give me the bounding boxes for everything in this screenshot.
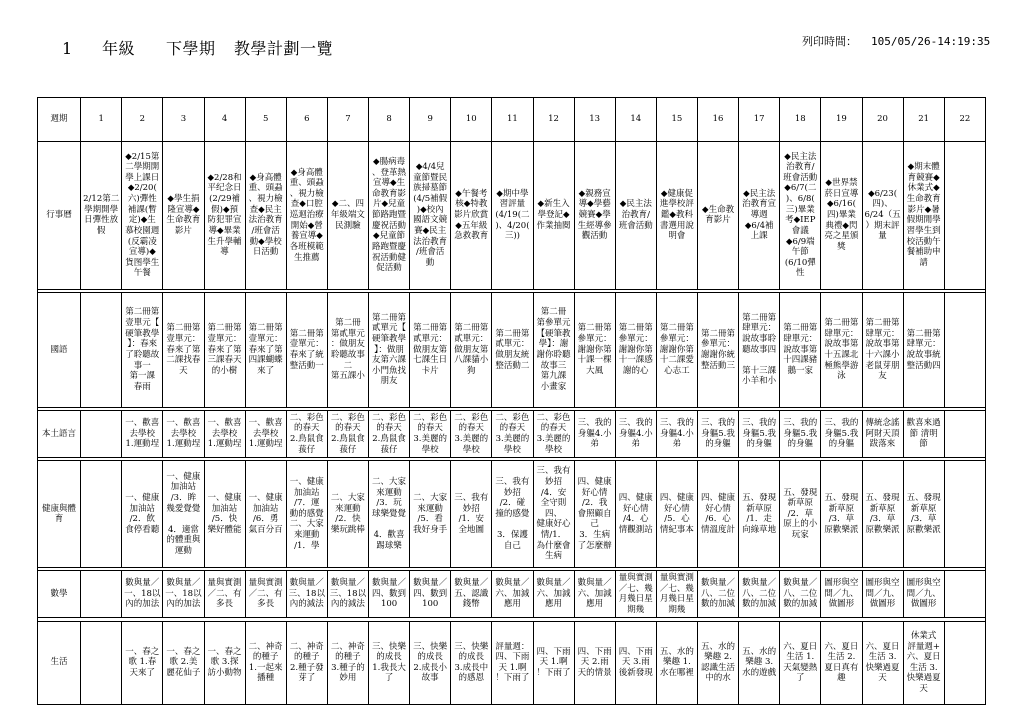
plan-cell: 第二冊第 壹單元： 春來了第 二課找春 天 — [163, 293, 204, 408]
plan-cell: 第二冊 第貳單元 ：做朋友 聆聽故事 二 第五課小 — [327, 293, 368, 408]
plan-cell: 四、健康 好心情 /4．心 情觀測站 — [615, 461, 656, 567]
plan-cell: ◆二、四 年級端文 民測驗 — [327, 141, 368, 289]
subject-row — [38, 410, 986, 457]
subject-row — [38, 141, 986, 289]
plan-cell — [944, 410, 985, 457]
plan-cell: 五、發現 新草原 /3．草 原歡樂派 — [862, 461, 903, 567]
plan-cell: 第二冊第 貳單元： 做朋友統 整活動二 — [492, 293, 533, 408]
subject-label: 國語 — [38, 293, 81, 408]
report-header — [0, 0, 1024, 90]
plan-cell: 二、大家 來運動 /3．玩 球樂覺覺 4．歡喜 踢球樂 — [369, 461, 410, 567]
week-number: 22 — [944, 98, 985, 142]
grade-number: 1 — [62, 39, 73, 58]
plan-cell: 三、快樂 的成長 2.成長小 故事 — [410, 621, 451, 704]
subject-label: 健康與體 育 — [38, 461, 81, 567]
plan-cell: 量與實測 ／二、有 多長 — [245, 570, 286, 617]
plan-cell: 一、健康 加油站 /3．眸 幾愛覺覺 4．適當 的體重與 運動 — [163, 461, 204, 567]
plan-cell: 第二冊第 參單元： 謝謝你第 十二課愛 心志工 — [656, 293, 697, 408]
plan-cell: 數與量／ 八、二位 數的加減 — [739, 570, 780, 617]
plan-cell: ◆新生入 學登記◆ 作業抽閱 — [533, 141, 574, 289]
plan-cell: 一、健康 加油站 /2．飲 食停看聽 — [122, 461, 163, 567]
plan-cell: 圖形與空 間／九、 做圖形 — [903, 570, 944, 617]
plan-cell: 第二冊第 肆單元： 說故事統 整活動四 — [903, 293, 944, 408]
print-time-value: 105/05/26-14:19:35 — [871, 35, 991, 48]
plan-cell: ◆生命教 育影片 — [698, 141, 739, 289]
plan-cell: 休業式 評量週+ 六、夏日 生活 3. 快樂過夏 天 — [903, 621, 944, 704]
plan-cell: 五、水的 樂趣 1. 水在哪裡 — [656, 621, 697, 704]
plan-cell: 四、健康 好心情 /5．心 情紀事本 — [656, 461, 697, 567]
plan-cell: 三、我的 身軀5.我 的身軀 — [780, 410, 821, 457]
plan-cell: 六、夏日 生活 2. 夏日真有 趣 — [821, 621, 862, 704]
plan-cell: 評量週： 四、下雨 天 1.啊 ！下雨了 — [492, 621, 533, 704]
plan-cell: 第二冊第 肆單元： 說故事第 十六課小 老鼠芽朋 友 — [862, 293, 903, 408]
plan-cell — [944, 621, 985, 704]
plan-cell: ◆健康促 進學校評 鑑◆教科 書選用說 明會 — [656, 141, 697, 289]
plan-cell: 四、健康 好心情 /6．心 情溫度計 — [698, 461, 739, 567]
plan-cell: 一、健康 加油站 /5．快 樂好體能 — [204, 461, 245, 567]
plan-cell: 二、彩色 的春天 2.鳥鼠食 菝仔 — [369, 410, 410, 457]
plan-cell: ◆2/28和 平纪念日 (2/29補 假)◆預 防犯罪宣 導◆畢業 生升學輔 導 — [204, 141, 245, 289]
plan-cell — [81, 293, 122, 408]
plan-cell: 二、神奇 的種子 1.一起來 播種 — [245, 621, 286, 704]
plan-cell: 數與量／ 三、18以 內的減法 — [327, 570, 368, 617]
week-number: 17 — [739, 98, 780, 142]
subject-row — [38, 621, 986, 704]
plan-cell — [81, 621, 122, 704]
plan-cell: 數與量／ 六、加減 應用 — [492, 570, 533, 617]
subject-label: 本土語言 — [38, 410, 81, 457]
plan-cell: 三、我的 身軀4.小 弟 — [615, 410, 656, 457]
plan-cell: 五、水的 樂趣 2. 認識生活 中的水 — [698, 621, 739, 704]
plan-cell: 第二冊第 肆單元： 說故事聆 聽故事四 第十三課 小羊和小 — [739, 293, 780, 408]
plan-cell: 傳統念謠 阿財天頂 跋落來 — [862, 410, 903, 457]
plan-cell: 數與量／ 五、認識 錢幣 — [451, 570, 492, 617]
print-time-label: 列印時間： — [802, 35, 857, 48]
plan-cell: 五、水的 樂趣 3. 水的遊戲 — [739, 621, 780, 704]
week-number: 3 — [163, 98, 204, 142]
plan-cell: 第二冊第 參單元： 謝謝你第 十課一棵 大風 — [574, 293, 615, 408]
plan-cell: 二、大家 來運動 /2．快 樂玩跳棒 — [327, 461, 368, 567]
plan-cell — [81, 461, 122, 567]
plan-cell: ◆身高體 重、頭蝨 、視力檢 查◆口腔 巡迴治療 開始◆營 養宣導◆ 各班模範 生推薦 — [286, 141, 327, 289]
plan-cell: 二、彩色 的春天 3.美麗的 學校 — [451, 410, 492, 457]
week-number: 21 — [903, 98, 944, 142]
plan-cell: ◆6/23( 四)、 6/24（五 ）期末評 量 — [862, 141, 903, 289]
plan-cell — [81, 410, 122, 457]
plan-cell: 三、我有 妙招 /2．碰 撞的感覺 3．保護 自己 — [492, 461, 533, 567]
plan-cell: ◆親務宣 導◆學藝 競賽◆學 生經導參 觀活動 — [574, 141, 615, 289]
plan-cell: 四、下雨 天 1.啊 ！下雨了 — [533, 621, 574, 704]
plan-cell: 數與量／ 四、數到 100 — [369, 570, 410, 617]
plan-cell: 第二冊第 肆單元： 說故事第 十四課豬 鵝一家 — [780, 293, 821, 408]
week-number: 6 — [286, 98, 327, 142]
week-header-row — [38, 98, 986, 142]
plan-cell: ◆民主法 治教育/ 班會活動 ◆6/7(二 )、6/8( 三)畢業 考◆IEP 會議 ◆6/9端 午節 (6/10彈 性 — [780, 141, 821, 289]
plan-cell: 一、歡喜 去學校 1.運動埕 — [245, 410, 286, 457]
plan-cell: 一、歡喜 去學校 1.運動埕 — [122, 410, 163, 457]
week-number: 15 — [656, 98, 697, 142]
plan-cell: 三、我的 身軀4.小 弟 — [656, 410, 697, 457]
plan-cell: 三、我的 身軀4.小 弟 — [574, 410, 615, 457]
plan-cell: 一、歡喜 去學校 1.運動埕 — [204, 410, 245, 457]
plan-cell: ◆民主法 治教育/ 班會活動 — [615, 141, 656, 289]
plan-cell: 2/12第二 學期開學 日彈性放 假 — [81, 141, 122, 289]
week-number: 16 — [698, 98, 739, 142]
plan-cell: 第二冊第 壹單元： 春來了第 三課春天 的小樹 — [204, 293, 245, 408]
plan-cell: 數與量／ 八、二位 數的加減 — [698, 570, 739, 617]
week-number: 12 — [533, 98, 574, 142]
week-number: 18 — [780, 98, 821, 142]
plan-cell: 二、大家 來運動 /5．看 我好身手 — [410, 461, 451, 567]
week-number: 11 — [492, 98, 533, 142]
plan-cell: 第二冊第 貳單元： 做朋友第 八課貓小 狗 — [451, 293, 492, 408]
plan-cell: 第二冊第 壹單元【 硬筆教學 】：春來 了聆聽故 事一 第一課 春雨 — [122, 293, 163, 408]
plan-cell: ◆午餐考 核◆特教 影片欣賞 ◆五年級 急救教育 — [451, 141, 492, 289]
plan-cell: 量與實測 ／七、幾 月幾日星 期幾 — [615, 570, 656, 617]
plan-cell: ◆4/4兒 童節暨民 族掃墓節 (4/5補假 )◆校內 國語文競 賽◆民主 法治教育 /班會活 動 — [410, 141, 451, 289]
plan-cell: 數與量／ 四、數到 100 — [410, 570, 451, 617]
plan-cell: 第二冊第 肆單元： 說故事第 十五課北 極熊學游 泳 — [821, 293, 862, 408]
print-timestamp — [802, 33, 990, 49]
week-number: 10 — [451, 98, 492, 142]
subject-row — [38, 570, 986, 617]
plan-cell: 一、健康 加油站 /6．勇 氣百分百 — [245, 461, 286, 567]
plan-cell: 四、健康 好心情 /2．我 會照顧自 己 3．生病 了怎麼辦 — [574, 461, 615, 567]
document-title: 教學計劃一覽 — [234, 39, 334, 58]
plan-cell: 五、發現 新草原 /3．草 原歡樂派 — [821, 461, 862, 567]
week-number: 8 — [369, 98, 410, 142]
plan-cell: 量與實測 ／二、有 多長 — [204, 570, 245, 617]
plan-cell: 歡喜來過 節 清明 節 — [903, 410, 944, 457]
subject-label: 數學 — [38, 570, 81, 617]
plan-cell: ◆學生捐 隆宣導◆ 生命教育 影片 — [163, 141, 204, 289]
week-number: 7 — [327, 98, 368, 142]
plan-cell: 一、歡喜 去學校 1.運動埕 — [163, 410, 204, 457]
subject-row — [38, 461, 986, 567]
plan-cell: 二、彩色 的春天 2.鳥鼠食 菝仔 — [286, 410, 327, 457]
plan-cell: 三、我的 身軀5.我 的身軀 — [739, 410, 780, 457]
plan-cell: 二、彩色 的春天 3.美麗的 學校 — [492, 410, 533, 457]
plan-cell: 二、神奇 的種子 3.種子的 妙用 — [327, 621, 368, 704]
teaching-plan-table — [37, 97, 986, 705]
plan-cell: 第二冊第 壹單元： 春來了第 四課蝴蝶 來了 — [245, 293, 286, 408]
plan-cell: 第二冊第 貳單元： 做朋友第 七課生日 卡片 — [410, 293, 451, 408]
plan-cell: 數與量／ 六、加減 應用 — [533, 570, 574, 617]
plan-cell: 五、發現 新草原 /3．草 原歡樂派 — [903, 461, 944, 567]
plan-cell: 二、彩色 的春天 3.美麗的 學校 — [533, 410, 574, 457]
plan-cell: 量與實測 ／七、幾 月幾日星 期幾 — [656, 570, 697, 617]
plan-cell: 二、彩色 的春天 3.美麗的 學校 — [410, 410, 451, 457]
plan-cell: 第二冊 第參單元 【硬筆教 學】：謝 謝你聆聽 故事三 第九課 小畫家 — [533, 293, 574, 408]
plan-cell: ◆民主法 治教育宣 導週 ◆6/4補 上課 — [739, 141, 780, 289]
plan-cell — [944, 461, 985, 567]
plan-cell: 圖形與空 間／九、 做圖形 — [862, 570, 903, 617]
plan-cell: 第二冊第 參單元： 謝謝你第 十一課感 謝的心 — [615, 293, 656, 408]
plan-cell: 六、夏日 生活 1. 天氣變熱 了 — [780, 621, 821, 704]
plan-cell: ◆2/15第 二學期開 學上課日 ◆2/20( 六)彈性 補課(暫 定)◆生 慕校園週 (反霸凌 宣導)◆ 貨图學生 午餐 — [122, 141, 163, 289]
plan-cell: 一、春之 歌 3.探 訪小動物 — [204, 621, 245, 704]
plan-cell: 數與量／ 三、18以 內的減法 — [286, 570, 327, 617]
plan-cell: 五、發現 新草原 /2．草 原上的小 玩家 — [780, 461, 821, 567]
plan-cell: 數與量／ 一、18以 內的加法 — [122, 570, 163, 617]
week-number: 2 — [122, 98, 163, 142]
grade-label: 年級 — [102, 39, 136, 58]
plan-cell: 二、彩色 的春天 2.鳥鼠食 菝仔 — [327, 410, 368, 457]
plan-cell — [944, 293, 985, 408]
plan-cell: 四、下雨 天 3.雨 後新發現 — [615, 621, 656, 704]
subject-row — [38, 293, 986, 408]
subject-label: 行事曆 — [38, 141, 81, 289]
plan-cell — [81, 570, 122, 617]
plan-cell: ◆期中學 習評量 (4/19(二 )、4/20( 三)) — [492, 141, 533, 289]
plan-cell: 第二冊第 貳單元【 硬筆教學 】：做朋 友第六課 小門魚找 朋友 — [369, 293, 410, 408]
week-number: 1 — [81, 98, 122, 142]
week-number: 14 — [615, 98, 656, 142]
plan-cell: 數與量／ 一、18以 內的加法 — [163, 570, 204, 617]
week-number: 20 — [862, 98, 903, 142]
plan-cell: 三、我的 身軀5.我 的身軀 — [821, 410, 862, 457]
week-number: 5 — [245, 98, 286, 142]
plan-cell: 五、發現 新草原 /1．走 向綠草地 — [739, 461, 780, 567]
plan-cell: 圖形與空 間／九、 做圖形 — [821, 570, 862, 617]
plan-cell: 第二冊第 參單元： 謝謝你統 整活動三 — [698, 293, 739, 408]
report-title — [62, 36, 333, 59]
plan-cell: 三、我有 妙招 /1．安 全地圖 — [451, 461, 492, 567]
plan-cell: 第二冊第 壹單元： 春來了統 整活動一 — [286, 293, 327, 408]
week-header-label: 週期 — [38, 98, 81, 142]
plan-cell: 三、我有 妙招 /4．安 全守則 四、 健康好心 情/1． 為什麼會 生病 — [533, 461, 574, 567]
plan-cell: 數與量／ 六、加減 應用 — [574, 570, 615, 617]
plan-cell: 三、快樂 的成長 3.成長中 的感恩 — [451, 621, 492, 704]
plan-cell: 數與量／ 八、二位 數的加減 — [780, 570, 821, 617]
plan-cell: 四、下雨 天 2.雨 天的情景 — [574, 621, 615, 704]
week-number: 19 — [821, 98, 862, 142]
plan-cell: 一、健康 加油站 /7．運 動的感覺 二、大家 來運動 /1．學 — [286, 461, 327, 567]
week-number: 4 — [204, 98, 245, 142]
plan-cell: 三、快樂 的成長 1.我長大 了 — [369, 621, 410, 704]
plan-cell — [944, 570, 985, 617]
plan-cell: 一、春之 歌 2.美 麗花仙子 — [163, 621, 204, 704]
semester-label: 下學期 — [166, 39, 216, 58]
plan-cell: 一、春之 歌 1.春 天來了 — [122, 621, 163, 704]
plan-cell — [944, 141, 985, 289]
plan-cell: ◆期末體 育競賽◆ 休業式◆ 生命教育 影片◆暑 假期閒學 習學生到 校活動午 餐補助申 請 — [903, 141, 944, 289]
week-number: 9 — [410, 98, 451, 142]
plan-cell: ◆身高體 重、頭蝨 、視力檢 查◆民主 法治教育 /班會活 動◆學校 日活動 — [245, 141, 286, 289]
plan-cell: 三、我的 身軀5.我 的身軀 — [698, 410, 739, 457]
week-number: 13 — [574, 98, 615, 142]
plan-cell: 六、夏日 生活 3. 快樂過夏 天 — [862, 621, 903, 704]
plan-cell: ◆世界禁 菸日宣導 ◆6/16( 四)畢業 典禮◆閃 亮之星頒 獎 — [821, 141, 862, 289]
subject-label: 生活 — [38, 621, 81, 704]
plan-cell: ◆腸病毒 、登革熱 宣導◆生 命教育影 片◆兒童 節路跑暨 慶祝活動 ◆兒童節 路跑暨慶 祝活動健 促活動 — [369, 141, 410, 289]
plan-cell: 二、神奇 的種子 2.種子發 芽了 — [286, 621, 327, 704]
table-body — [38, 98, 986, 705]
